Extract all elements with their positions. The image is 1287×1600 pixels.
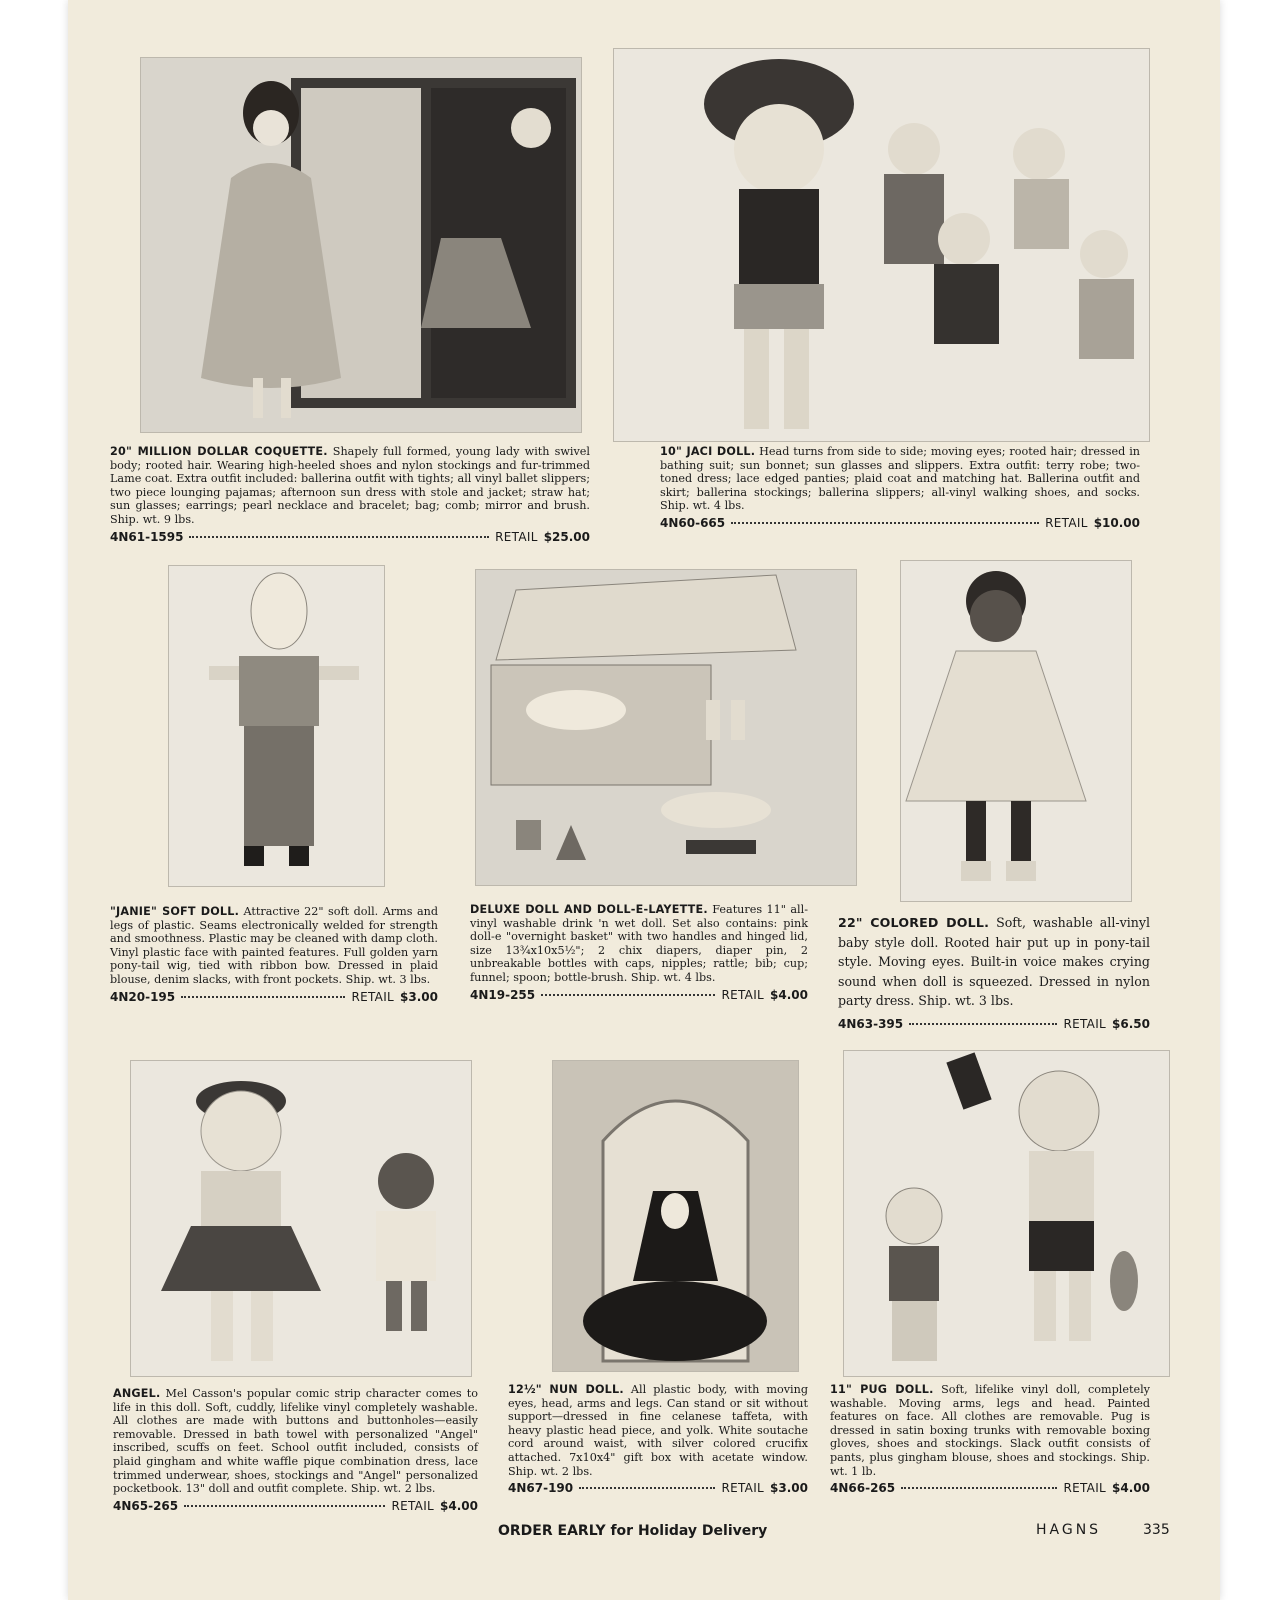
product-description: 11" PUG DOLL. Soft, lifelike vinyl doll, completely washable. Moving arms, legs and head. Painted features on face. All clothes are removable. Pug is dressed in satin boxing trunks with removable boxing gloves, shoes and stockings. Slack outfit consists of pants, plus gingham blouse, shoes and stockings. Ship. wt. 1 lb. [830,1383,1151,1478]
product-title: 12½" NUN DOLL. [508,1383,624,1396]
leader-dots [579,1487,715,1489]
catalog-number: 4N20-195 [110,989,176,1004]
order-line [113,1500,478,1514]
leader-dots [731,522,1039,524]
publisher-name: HAGNS [1036,1522,1102,1538]
catalog-number: 4N63-395 [838,1016,904,1031]
layette-set-image [476,570,856,885]
angel-doll-image [131,1061,471,1376]
product-description: 20" MILLION DOLLAR COQUETTE. Shapely full formed, young lady with swivel body; rooted hair. Wearing high-heeled shoes and nylon stockings and fur-trimmed Lame coat. Extra outfit included: ballerina outfit with tights; all vinyl ballet slippers; two piece lounging pajamas; afternoon sun dress with stole and jacket; straw hat; sun glasses; earrings; pearl necklace and bracelet; bag; comb; mirror and brush. Ship. wt. 9 lbs. [110,445,591,526]
leader-dots [184,1505,385,1507]
leader-dots [541,994,715,996]
retail-price: $10.00 [1093,515,1140,530]
catalog-page [68,0,1220,1600]
order-line [830,1482,1150,1496]
product-title: DELUXE DOLL AND DOLL-E-LAYETTE. [470,903,708,916]
order-line [660,517,1140,531]
product-jaci [660,445,1140,531]
retail-label: RETAIL [495,529,538,544]
retail-price: $25.00 [543,529,590,544]
retail-label: RETAIL [1063,1016,1107,1031]
product-angel [113,1387,478,1513]
leader-dots [181,996,345,998]
catalog-number: 4N65-265 [113,1498,179,1513]
product-description: 12½" NUN DOLL. All plastic body, with moving eyes, head, arms and legs. Can stand or sit without support—dressed in fine celanese taffeta, with heavy plastic head piece, and yolk. White soutache cord around waist, with silver colored crucifix attached. 7x10x4" gift box with acetate window. Ship. wt. 2 lbs. [508,1383,808,1478]
product-pug [830,1383,1150,1496]
order-early-note: ORDER EARLY for Holiday Delivery [498,1523,768,1539]
retail-price: $4.00 [440,1498,478,1513]
retail-label: RETAIL [351,989,395,1004]
catalog-number: 4N66-265 [830,1481,896,1496]
page-number: 335 [1143,1522,1170,1538]
catalog-number: 4N60-665 [660,515,726,530]
order-line [470,989,808,1003]
order-line [110,531,590,545]
product-description: 10" JACI DOLL. Head turns from side to side; moving eyes; rooted hair; dressed in bathing suit; sun bonnet; sun glasses and slippers. Extra outfit: terry robe; two-toned dress; lace edged panties; plaid coat and matching hat. Ballerina outfit and skirt; ballerina stockings; ballerina slippers; all-vinyl walking shoes, and socks. Ship. wt. 4 lbs. [660,445,1140,513]
nun-doll-photo [552,1060,799,1372]
retail-label: RETAIL [1045,515,1088,530]
coquette-doll-image [141,58,581,432]
nun-doll-image [553,1061,798,1371]
layette-set-photo [475,569,857,886]
product-title: 20" MILLION DOLLAR COQUETTE. [110,445,328,458]
product-title: 10" JACI DOLL. [660,445,756,458]
product-title: ANGEL. [113,1387,161,1400]
colored-doll-photo [900,560,1132,902]
leader-dots [909,1023,1057,1025]
product-colored-doll [838,913,1150,1034]
catalog-number: 4N19-255 [470,987,536,1002]
product-nun [508,1383,808,1496]
product-title: "JANIE" SOFT DOLL. [110,905,240,918]
product-title: 11" PUG DOLL. [830,1383,934,1396]
catalog-number: 4N61-1595 [110,529,184,544]
retail-label: RETAIL [721,987,765,1002]
jaci-doll-image [614,49,1149,441]
coquette-doll-photo [140,57,582,433]
retail-label: RETAIL [391,1498,435,1513]
product-description: ANGEL. Mel Casson's popular comic strip character comes to life in this doll. Soft, cuddly, lifelike vinyl completely washable. All clothes are made with buttons and buttonholes—easily removable. Dressed in bath towel with personalized "Angel" inscribed, scuffs on feet. School outfit included, consists of plaid gingham and white waffle pique combination dress, lace trimmed underwear, shoes, stockings and "Angel" personalized pocketbook. 13" doll and outfit complete. Ship. wt. 2 lbs. [113,1387,478,1496]
pug-doll-image [844,1051,1169,1376]
angel-doll-photo [130,1060,472,1377]
order-line [838,1015,1150,1035]
catalog-number: 4N67-190 [508,1481,574,1496]
product-description: 22" COLORED DOLL. Soft, washable all-vinyl baby style doll. Rooted hair put up in pony-tail style. Moving eyes. Built-in voice makes crying sound when doll is squeezed. Dressed in nylon party dress. Ship. wt. 3 lbs. [838,915,1151,1008]
retail-price: $6.50 [1112,1016,1150,1031]
order-line [110,991,438,1005]
leader-dots [901,1487,1057,1489]
pug-doll-photo [843,1050,1170,1377]
retail-price: $3.00 [400,989,438,1004]
leader-dots [189,536,489,538]
retail-label: RETAIL [721,1481,765,1496]
product-layette [470,903,808,1002]
janie-doll-photo [168,565,385,887]
retail-price: $3.00 [770,1481,808,1496]
retail-label: RETAIL [1063,1481,1107,1496]
retail-price: $4.00 [770,987,808,1002]
order-line [508,1482,808,1496]
product-coquette [110,445,590,544]
colored-doll-image [901,561,1131,901]
retail-price: $4.00 [1112,1481,1150,1496]
janie-doll-image [169,566,384,886]
product-description: "JANIE" SOFT DOLL. Attractive 22" soft doll. Arms and legs of plastic. Seams electronically welded for strength and smoothness. Plastic may be cleaned with damp cloth. Vinyl plastic face with painted features. Full golden yarn pony-tail wig, tied with ribbon bow. Dressed in plaid blouse, denim slacks, with front pockets. Ship. wt. 3 lbs. [110,905,438,986]
product-janie [110,905,438,1004]
jaci-doll-photo [613,48,1150,442]
product-description: DELUXE DOLL AND DOLL-E-LAYETTE. Features 11" all-vinyl washable drink 'n wet doll. Set also contains: pink doll-e "overnight basket" with two handles and hinged lid, size 13¾x10x5½"; 2 chix diapers, diaper pin, 2 unbreakable bottles with caps, nipples; rattle; bib; cup; funnel; spoon; bottle-brush. Ship. wt. 4 lbs. [470,903,808,984]
product-title: 22" COLORED DOLL. [838,915,990,930]
